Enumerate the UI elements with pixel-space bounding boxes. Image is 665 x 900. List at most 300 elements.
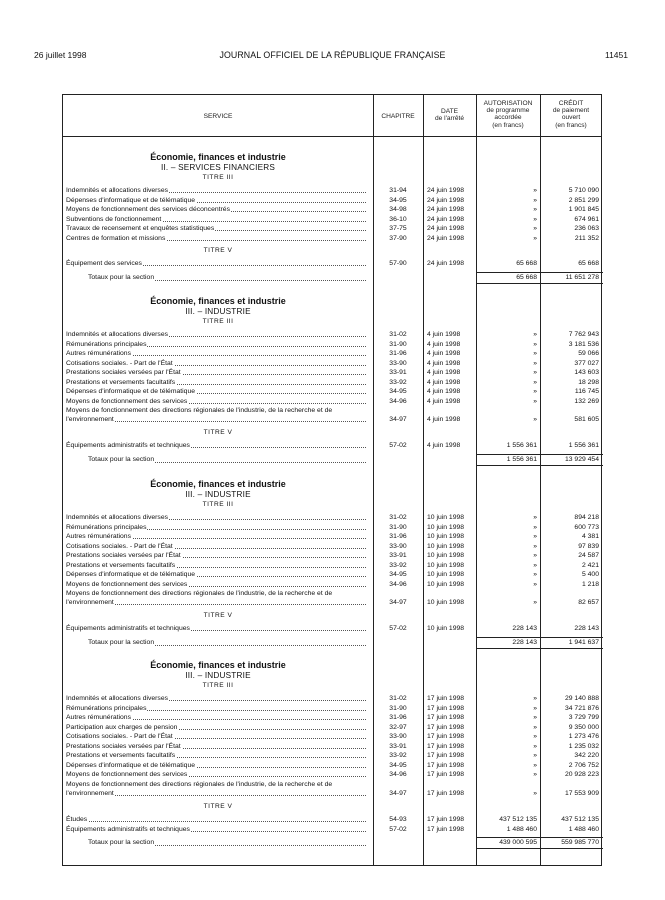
autorisation-cell: 1 488 460 bbox=[506, 825, 537, 833]
credit-cell: 116 745 bbox=[574, 388, 599, 396]
autorisation-cell: » bbox=[533, 187, 537, 194]
chapitre-cell: 57-02 bbox=[389, 625, 407, 633]
table-row bbox=[63, 368, 603, 377]
date-cell: 17 juin 1998 bbox=[427, 714, 465, 722]
table-row bbox=[63, 378, 603, 387]
date-cell: 17 juin 1998 bbox=[427, 704, 465, 712]
row-label: Autres rémunérations bbox=[66, 714, 131, 722]
table-row bbox=[63, 205, 603, 214]
section-title: Économie, finances et industrie bbox=[150, 296, 286, 306]
credit-cell: 894 218 bbox=[574, 514, 599, 521]
total-label-cell bbox=[88, 638, 366, 648]
row-label: Rémunérations principales bbox=[66, 704, 147, 712]
autorisation-cell: » bbox=[533, 378, 537, 386]
column-header-credit: CRÉDIT de paiement ouvert (en francs) bbox=[552, 100, 590, 129]
table-row bbox=[63, 349, 603, 358]
row-label-cell bbox=[66, 415, 366, 424]
titre-heading: TITRE III bbox=[202, 501, 234, 508]
row-label-cell bbox=[66, 570, 366, 579]
total-rule bbox=[476, 465, 603, 466]
column-header-service: SERVICE bbox=[203, 113, 233, 120]
row-label: Subventions de fonctionnement bbox=[66, 215, 162, 223]
row-label-cell bbox=[66, 397, 366, 406]
row-label-cell bbox=[66, 378, 366, 387]
section-subtitle: II. – SERVICES FINANCIERS bbox=[160, 163, 276, 172]
table-row bbox=[63, 196, 603, 205]
date-cell: 10 juin 1998 bbox=[427, 542, 465, 550]
credit-cell: 143 603 bbox=[574, 369, 599, 377]
autorisation-cell: » bbox=[533, 359, 537, 367]
credit-cell: 59 066 bbox=[578, 350, 599, 358]
chapitre-cell: 36-10 bbox=[389, 215, 407, 223]
row-label-cell bbox=[66, 340, 366, 349]
total-autorisation: 1 556 361 bbox=[506, 455, 537, 463]
row-label: Dépenses d'informatique et de télématique bbox=[66, 761, 196, 769]
total-rule bbox=[476, 648, 603, 649]
row-label-cell bbox=[66, 441, 366, 450]
chapitre-cell: 31-02 bbox=[389, 331, 407, 338]
credit-cell: 65 668 bbox=[578, 260, 599, 268]
credit-cell: 17 553 909 bbox=[564, 789, 599, 797]
autorisation-cell: » bbox=[533, 225, 537, 233]
autorisation-cell: » bbox=[533, 331, 537, 338]
table-row bbox=[63, 387, 603, 396]
autorisation-cell: » bbox=[533, 542, 537, 550]
total-autorisation: 439 000 595 bbox=[499, 839, 537, 847]
chapitre-cell: 34-97 bbox=[389, 599, 407, 607]
credit-cell: 24 587 bbox=[578, 552, 599, 560]
row-label: Moyens de fonctionnement des directions régionales de l'industrie, de la recherche et de bbox=[66, 407, 333, 415]
table-row bbox=[63, 542, 603, 551]
chapitre-cell: 33-92 bbox=[389, 561, 407, 569]
date-cell: 10 juin 1998 bbox=[427, 580, 465, 588]
row-label: Rémunérations principales bbox=[66, 523, 147, 531]
date-cell: 17 juin 1998 bbox=[427, 752, 465, 760]
chapitre-cell: 31-90 bbox=[389, 704, 407, 712]
credit-cell: 377 027 bbox=[574, 359, 599, 367]
table-row bbox=[63, 513, 603, 522]
table-row bbox=[63, 259, 603, 268]
total-credit: 11 651 278 bbox=[565, 273, 599, 281]
chapitre-cell: 31-90 bbox=[389, 340, 407, 348]
row-label: Prestations sociales versées par l'État bbox=[66, 369, 181, 377]
table-row bbox=[63, 561, 603, 570]
row-label-cell bbox=[66, 186, 366, 195]
autorisation-cell: » bbox=[533, 580, 537, 588]
autorisation-cell: » bbox=[533, 742, 537, 750]
date-cell: 10 juin 1998 bbox=[427, 561, 465, 569]
row-label: Dépenses d'informatique et de télématique bbox=[66, 388, 196, 396]
date-cell: 4 juin 1998 bbox=[427, 369, 461, 377]
credit-cell: 18 298 bbox=[578, 378, 599, 386]
autorisation-cell: » bbox=[533, 350, 537, 358]
credit-cell: 674 961 bbox=[574, 215, 599, 223]
row-label: Moyens de fonctionnement des services bbox=[66, 771, 188, 779]
total-autorisation: 228 143 bbox=[512, 638, 537, 646]
credit-cell: 29 140 888 bbox=[564, 695, 599, 702]
chapitre-cell: 37-75 bbox=[389, 225, 407, 233]
table-row bbox=[63, 815, 603, 824]
autorisation-cell: » bbox=[533, 561, 537, 569]
row-label-cell bbox=[66, 723, 366, 732]
autorisation-cell: 65 668 bbox=[516, 260, 537, 268]
credit-cell: 228 143 bbox=[574, 625, 599, 633]
titre-heading: TITRE V bbox=[203, 429, 233, 437]
titre-heading: TITRE III bbox=[202, 318, 234, 325]
credit-cell: 132 269 bbox=[574, 397, 599, 405]
date-cell: 17 juin 1998 bbox=[427, 771, 465, 779]
autorisation-cell: » bbox=[533, 771, 537, 779]
autorisation-cell: » bbox=[533, 552, 537, 560]
row-label: Prestations sociales versées par l'État bbox=[66, 552, 181, 560]
chapitre-cell: 57-02 bbox=[389, 825, 407, 833]
date-cell: 24 juin 1998 bbox=[427, 215, 465, 223]
row-label: Indemnités et allocations diverses bbox=[66, 187, 169, 194]
total-row bbox=[63, 273, 603, 283]
table-row bbox=[63, 780, 603, 798]
row-label-cell bbox=[66, 713, 366, 722]
date-cell: 4 juin 1998 bbox=[427, 378, 461, 386]
date-cell: 4 juin 1998 bbox=[427, 388, 461, 396]
autorisation-cell: » bbox=[533, 416, 537, 424]
row-label: Centres de formation et missions bbox=[66, 234, 166, 242]
autorisation-cell: » bbox=[533, 397, 537, 405]
row-label-cell bbox=[66, 580, 366, 589]
row-label: Moyens de fonctionnement des directions régionales de l'industrie, de la recherche et de bbox=[66, 590, 333, 598]
row-label: Prestations et versements facultatifs bbox=[66, 561, 176, 569]
row-label-cell bbox=[66, 624, 366, 633]
row-label-cell bbox=[66, 789, 366, 798]
credit-cell: 600 773 bbox=[574, 523, 599, 531]
row-label-cell bbox=[66, 368, 366, 377]
date-cell: 10 juin 1998 bbox=[427, 514, 465, 521]
date-cell: 24 juin 1998 bbox=[427, 234, 465, 242]
total-label: Totaux pour la section bbox=[88, 455, 155, 463]
credit-cell: 9 350 000 bbox=[568, 723, 599, 731]
table-row bbox=[63, 406, 603, 424]
credit-cell: 34 721 876 bbox=[564, 704, 599, 712]
row-label-cell bbox=[66, 523, 366, 532]
header-date: 26 juillet 1998 bbox=[34, 50, 87, 60]
table-row bbox=[63, 580, 603, 589]
section-subtitle: III. – INDUSTRIE bbox=[185, 307, 251, 316]
row-label: Autres rémunérations bbox=[66, 350, 131, 358]
row-label-cell bbox=[66, 532, 366, 541]
credit-cell: 437 512 135 bbox=[561, 815, 599, 823]
credit-cell: 236 063 bbox=[574, 225, 599, 233]
row-label-cell bbox=[66, 234, 366, 243]
chapitre-cell: 33-90 bbox=[389, 359, 407, 367]
credit-cell: 211 352 bbox=[574, 234, 599, 242]
titre-heading: TITRE V bbox=[203, 247, 233, 255]
budget-table bbox=[62, 94, 602, 866]
chapitre-cell: 31-94 bbox=[389, 187, 407, 194]
chapitre-cell: 37-90 bbox=[389, 234, 407, 242]
table-row bbox=[63, 330, 603, 339]
row-label-cell bbox=[66, 815, 366, 824]
row-label-cell bbox=[66, 196, 366, 205]
row-label: Autres rémunérations bbox=[66, 533, 131, 541]
date-cell: 4 juin 1998 bbox=[427, 397, 461, 405]
chapitre-cell: 34-97 bbox=[389, 789, 407, 797]
chapitre-cell: 57-02 bbox=[389, 442, 407, 450]
row-label: Cotisations sociales. - Part de l'État bbox=[66, 359, 173, 367]
table-row bbox=[63, 723, 603, 732]
date-cell: 24 juin 1998 bbox=[427, 260, 465, 268]
chapitre-cell: 57-90 bbox=[389, 260, 407, 268]
autorisation-cell: » bbox=[533, 789, 537, 797]
row-label: l'environnement bbox=[66, 416, 114, 424]
table-row bbox=[63, 551, 603, 560]
chapitre-cell: 31-96 bbox=[389, 350, 407, 358]
row-label-cell bbox=[66, 704, 366, 713]
chapitre-cell: 34-96 bbox=[389, 580, 407, 588]
row-label: Indemnités et allocations diverses bbox=[66, 695, 169, 702]
titre-heading: TITRE III bbox=[202, 174, 234, 181]
header-page-number: 11451 bbox=[604, 50, 628, 60]
autorisation-cell: » bbox=[533, 761, 537, 769]
total-row bbox=[63, 838, 603, 848]
date-cell: 17 juin 1998 bbox=[427, 695, 465, 702]
row-label-cell bbox=[66, 551, 366, 560]
date-cell: 10 juin 1998 bbox=[427, 625, 465, 633]
chapitre-cell: 34-97 bbox=[389, 416, 407, 424]
table-row bbox=[63, 234, 603, 243]
row-label: Équipements administratifs et techniques bbox=[66, 625, 190, 633]
row-label-cell bbox=[66, 825, 366, 834]
chapitre-cell: 33-91 bbox=[389, 552, 407, 560]
row-label-cell bbox=[66, 215, 366, 224]
table-row bbox=[63, 732, 603, 741]
row-label: Équipements administratifs et techniques bbox=[66, 825, 190, 833]
date-cell: 4 juin 1998 bbox=[427, 331, 461, 338]
titre-heading: TITRE III bbox=[202, 682, 234, 689]
autorisation-cell: » bbox=[533, 514, 537, 521]
chapitre-cell: 34-95 bbox=[389, 571, 407, 579]
table-row bbox=[63, 215, 603, 224]
row-label: Dépenses d'informatique et de télématique bbox=[66, 196, 196, 204]
chapitre-cell: 34-95 bbox=[389, 196, 407, 204]
date-cell: 24 juin 1998 bbox=[427, 225, 465, 233]
table-row bbox=[63, 704, 603, 713]
row-label: Équipement des services bbox=[66, 260, 142, 268]
credit-cell: 342 220 bbox=[574, 752, 599, 760]
chapitre-cell: 34-95 bbox=[389, 761, 407, 769]
table-row bbox=[63, 340, 603, 349]
table-row bbox=[63, 742, 603, 751]
table-row bbox=[63, 224, 603, 233]
row-label: Prestations et versements facultatifs bbox=[66, 752, 176, 760]
autorisation-cell: » bbox=[533, 714, 537, 722]
chapitre-cell: 33-90 bbox=[389, 542, 407, 550]
credit-cell: 5 400 bbox=[581, 571, 599, 579]
table-row bbox=[63, 397, 603, 406]
row-label: Indemnités et allocations diverses bbox=[66, 331, 169, 338]
chapitre-cell: 31-02 bbox=[389, 695, 407, 702]
row-label: Participation aux charges de pension bbox=[66, 723, 178, 731]
credit-cell: 1 901 845 bbox=[568, 206, 599, 214]
header-title: JOURNAL OFFICIEL DE LA RÉPUBLIQUE FRANÇAISE bbox=[219, 50, 446, 60]
table-row bbox=[63, 694, 603, 703]
credit-cell: 2 421 bbox=[581, 561, 599, 569]
total-credit: 559 985 770 bbox=[561, 839, 599, 847]
section-title: Économie, finances et industrie bbox=[150, 479, 286, 489]
date-cell: 10 juin 1998 bbox=[427, 599, 465, 607]
date-cell: 17 juin 1998 bbox=[427, 742, 465, 750]
date-cell: 4 juin 1998 bbox=[427, 359, 461, 367]
row-label-cell bbox=[66, 513, 366, 522]
table-row bbox=[63, 441, 603, 450]
chapitre-cell: 34-95 bbox=[389, 388, 407, 396]
credit-cell: 2 851 299 bbox=[568, 196, 599, 204]
autorisation-cell: » bbox=[533, 523, 537, 531]
table-row bbox=[63, 713, 603, 722]
table-row bbox=[63, 751, 603, 760]
table-row bbox=[63, 186, 603, 195]
chapitre-cell: 34-96 bbox=[389, 397, 407, 405]
total-label: Totaux pour la section bbox=[88, 839, 155, 847]
date-cell: 10 juin 1998 bbox=[427, 523, 465, 531]
credit-cell: 1 273 476 bbox=[568, 733, 599, 741]
row-label: Équipements administratifs et techniques bbox=[66, 442, 190, 450]
autorisation-cell: » bbox=[533, 533, 537, 541]
date-cell: 17 juin 1998 bbox=[427, 825, 465, 833]
row-label-cell bbox=[66, 387, 366, 396]
titre-heading: TITRE V bbox=[203, 802, 233, 810]
row-label: Moyens de fonctionnement des services déconcentrés bbox=[66, 206, 230, 214]
table-row bbox=[63, 570, 603, 579]
table-row bbox=[63, 523, 603, 532]
autorisation-cell: » bbox=[533, 733, 537, 741]
total-autorisation: 65 668 bbox=[516, 273, 537, 281]
autorisation-cell: » bbox=[533, 196, 537, 204]
autorisation-cell: » bbox=[533, 571, 537, 579]
date-cell: 17 juin 1998 bbox=[427, 761, 465, 769]
total-credit: 13 929 454 bbox=[564, 455, 599, 463]
chapitre-cell: 33-90 bbox=[389, 733, 407, 741]
credit-cell: 1 488 460 bbox=[568, 825, 599, 833]
row-label-cell bbox=[66, 761, 366, 770]
autorisation-cell: 437 512 135 bbox=[499, 815, 537, 823]
chapitre-cell: 31-96 bbox=[389, 714, 407, 722]
credit-cell: 97 839 bbox=[578, 542, 599, 550]
row-label: Dépenses d'informatique et de télématique bbox=[66, 571, 196, 579]
chapitre-cell: 34-96 bbox=[389, 771, 407, 779]
date-cell: 4 juin 1998 bbox=[427, 416, 461, 424]
chapitre-cell: 54-93 bbox=[389, 815, 407, 823]
row-label-cell bbox=[66, 751, 366, 760]
autorisation-cell: » bbox=[533, 340, 537, 348]
column-header-date: DATE de l'arrêté bbox=[434, 108, 465, 123]
total-row bbox=[63, 638, 603, 648]
row-label: l'environnement bbox=[66, 599, 114, 607]
chapitre-cell: 32-97 bbox=[389, 723, 407, 731]
section-subtitle: III. – INDUSTRIE bbox=[185, 490, 251, 499]
date-cell: 10 juin 1998 bbox=[427, 552, 465, 560]
row-label: Moyens de fonctionnement des directions régionales de l'industrie, de la recherche et de bbox=[66, 780, 333, 788]
row-label-cell bbox=[66, 770, 366, 779]
chapitre-cell: 33-91 bbox=[389, 369, 407, 377]
row-label-cell bbox=[66, 542, 366, 551]
chapitre-cell: 33-91 bbox=[389, 742, 407, 750]
row-label: Indemnités et allocations diverses bbox=[66, 514, 169, 521]
row-label: Études bbox=[66, 815, 88, 823]
row-label-cell bbox=[66, 330, 366, 339]
date-cell: 10 juin 1998 bbox=[427, 571, 465, 579]
total-label-cell bbox=[88, 455, 366, 465]
autorisation-cell: » bbox=[533, 206, 537, 214]
credit-cell: 4 381 bbox=[581, 533, 599, 541]
total-label-cell bbox=[88, 273, 366, 283]
total-credit: 1 941 637 bbox=[568, 638, 599, 646]
autorisation-cell: 1 556 361 bbox=[506, 442, 537, 450]
chapitre-cell: 31-02 bbox=[389, 514, 407, 521]
autorisation-cell: 228 143 bbox=[512, 625, 537, 633]
titre-heading: TITRE V bbox=[203, 612, 233, 620]
row-label-cell bbox=[66, 742, 366, 751]
credit-cell: 3 181 536 bbox=[568, 340, 599, 348]
row-label: Prestations et versements facultatifs bbox=[66, 378, 176, 386]
table-row bbox=[63, 359, 603, 368]
row-label: Prestations sociales versées par l'État bbox=[66, 742, 181, 750]
row-label-cell bbox=[66, 694, 366, 703]
date-cell: 10 juin 1998 bbox=[427, 533, 465, 541]
credit-cell: 1 218 bbox=[581, 580, 599, 588]
total-rule bbox=[476, 283, 603, 284]
table-row bbox=[63, 825, 603, 834]
autorisation-cell: » bbox=[533, 723, 537, 731]
total-label: Totaux pour la section bbox=[88, 273, 155, 281]
chapitre-cell: 31-96 bbox=[389, 533, 407, 541]
credit-cell: 3 729 799 bbox=[568, 714, 599, 722]
credit-cell: 20 928 223 bbox=[564, 771, 599, 779]
row-label-cell bbox=[66, 259, 366, 268]
section-title: Économie, finances et industrie bbox=[150, 660, 286, 670]
total-label-cell bbox=[88, 838, 366, 848]
credit-cell: 82 657 bbox=[578, 599, 599, 607]
total-rule bbox=[476, 848, 603, 849]
autorisation-cell: » bbox=[533, 695, 537, 702]
table-row bbox=[63, 589, 603, 607]
row-label: Cotisations sociales. - Part de l'État bbox=[66, 542, 173, 550]
date-cell: 17 juin 1998 bbox=[427, 815, 465, 823]
row-label-cell bbox=[66, 359, 366, 368]
autorisation-cell: » bbox=[533, 599, 537, 607]
row-label-cell bbox=[66, 349, 366, 358]
date-cell: 17 juin 1998 bbox=[427, 733, 465, 741]
section-title: Économie, finances et industrie bbox=[150, 152, 286, 162]
autorisation-cell: » bbox=[533, 388, 537, 396]
row-label: Travaux de recensement et enquêtes statistiques bbox=[66, 225, 215, 233]
credit-cell: 1 556 361 bbox=[568, 442, 599, 450]
date-cell: 4 juin 1998 bbox=[427, 442, 461, 450]
autorisation-cell: » bbox=[533, 234, 537, 242]
date-cell: 24 juin 1998 bbox=[427, 206, 465, 214]
credit-cell: 7 762 943 bbox=[568, 331, 599, 338]
row-label-cell bbox=[66, 732, 366, 741]
row-label: Rémunérations principales bbox=[66, 340, 147, 348]
credit-cell: 581 605 bbox=[574, 416, 599, 424]
total-row bbox=[63, 455, 603, 465]
table-row bbox=[63, 532, 603, 541]
total-label: Totaux pour la section bbox=[88, 638, 155, 646]
date-cell: 24 juin 1998 bbox=[427, 187, 465, 194]
row-label: Moyens de fonctionnement des services bbox=[66, 397, 188, 405]
table-row bbox=[63, 761, 603, 770]
autorisation-cell: » bbox=[533, 369, 537, 377]
date-cell: 17 juin 1998 bbox=[427, 789, 465, 797]
row-label: l'environnement bbox=[66, 789, 114, 797]
